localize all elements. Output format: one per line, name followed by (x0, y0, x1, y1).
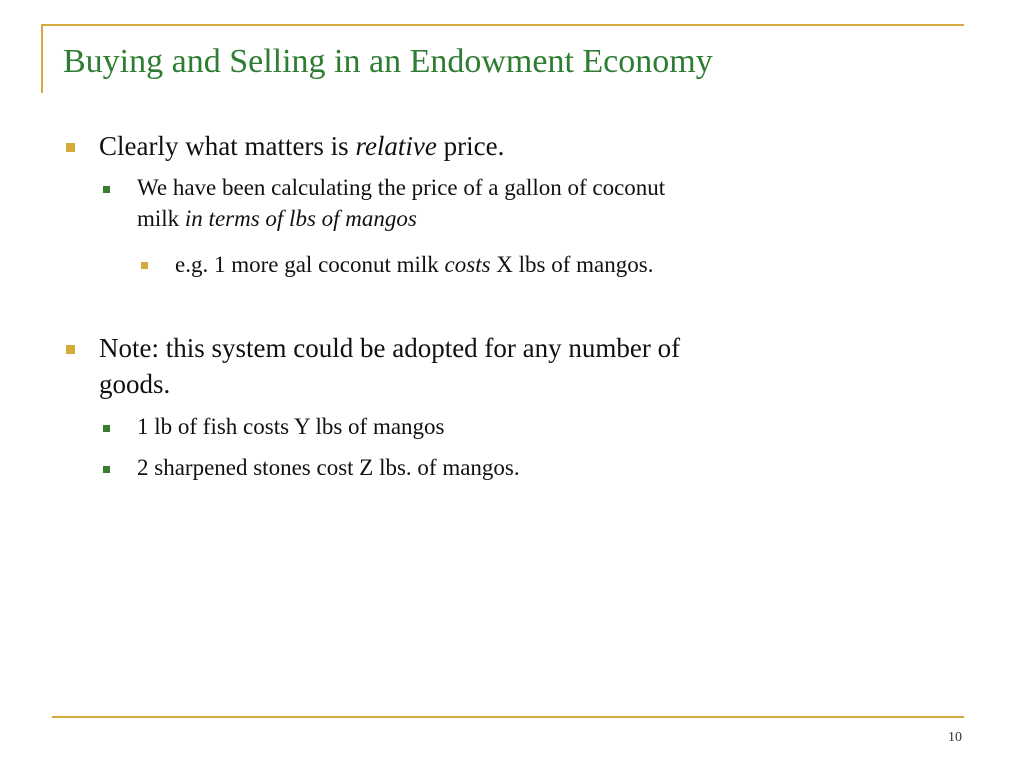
bullet-1-1-1-post: X lbs of mangos. (490, 252, 654, 277)
bullet-2-line1: Note: this system could be adopted for any number of (99, 333, 681, 363)
bullet-1-1-1-text (175, 249, 653, 280)
bullet-2-line2: goods. (99, 369, 171, 399)
level1-bullet-icon (66, 345, 75, 354)
bullet-1-1-emphasis: in terms of lbs of mangos (184, 206, 417, 231)
bullet-1-emphasis: relative (355, 131, 437, 161)
bullet-1-1-line2-pre: milk (137, 206, 185, 231)
bullet-1-post: price. (436, 131, 505, 161)
bottom-frame-line (52, 716, 964, 718)
top-frame-line (41, 24, 964, 26)
level2-bullet-icon (103, 466, 110, 473)
level2-bullet-icon (103, 186, 110, 193)
bullet-1-1-text (137, 172, 665, 234)
bullet-1-1-line2 (137, 203, 665, 234)
bullet-1-1-1-emphasis: costs (444, 252, 491, 277)
bullet-2-text (99, 330, 680, 402)
slide-title: Buying and Selling in an Endowment Economy (63, 43, 713, 80)
bullet-2-1-text: 1 lb of fish costs Y lbs of mangos (137, 414, 445, 439)
level1-bullet-icon (66, 143, 75, 152)
level2-bullet-icon (103, 425, 110, 432)
level3-bullet-icon (141, 262, 148, 269)
page-number: 10 (948, 730, 962, 745)
bullet-1-pre: Clearly what matters is (99, 131, 356, 161)
bullet-1-text (99, 128, 504, 164)
bullet-1-1-line1: We have been calculating the price of a gallon of coconut (137, 175, 666, 200)
bullet-2-2-text: 2 sharpened stones cost Z lbs. of mangos. (137, 455, 520, 480)
bullet-1-1-1-pre: e.g. 1 more gal coconut milk (175, 252, 445, 277)
left-frame-line (41, 24, 43, 93)
